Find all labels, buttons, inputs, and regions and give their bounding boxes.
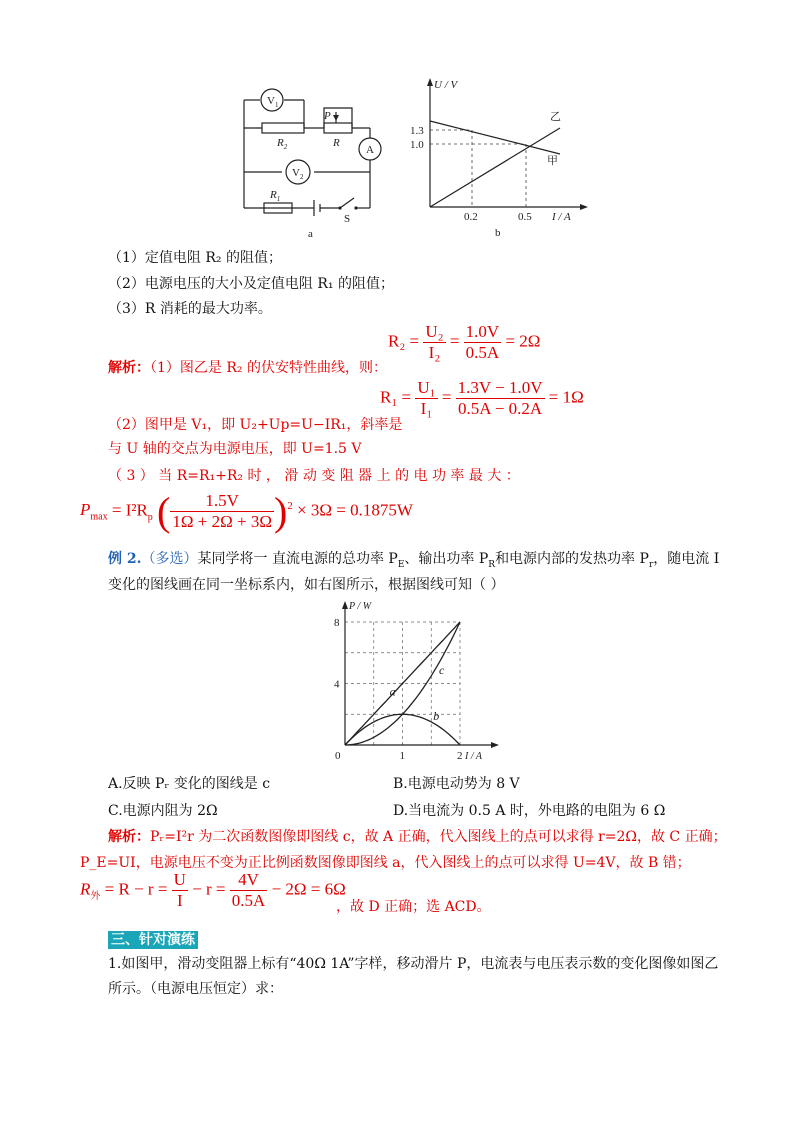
analysis2-label: 解析： — [108, 829, 150, 845]
y-tick-label: 8 — [334, 617, 340, 629]
y-axis-label: P / W — [349, 601, 372, 612]
example2-label: 例 2. — [108, 551, 142, 567]
example2-tag: （多选） — [141, 551, 198, 567]
equation-pmax: $P_{max} = I^2R_p$ ( $\frac{1.5V}{1\Omega + 2\Omega + 3\Omega}$ )$^2$ × 3Ω = 0.1875W — [80, 489, 413, 534]
x-tick-label: 1 — [399, 750, 405, 762]
question-2: （2）电源电压的大小及定值电阻 R₁ 的阻值； — [108, 276, 394, 292]
graph-y-axis: U / V — [434, 79, 458, 91]
y-tick-label: 4 — [334, 678, 340, 691]
r2-label: $R_2$ — [277, 137, 288, 151]
section3-heading: 三、针对演练 — [108, 929, 198, 949]
series-label-c: c — [439, 662, 445, 677]
section3-p2: 所示。（电源电压恒定）求： — [108, 981, 283, 997]
ammeter-label: A — [366, 144, 374, 156]
example2-line1: 例 2.（多选）某同学将一 直流电源的总功率 $P_E$、输出功率 $P_R$和电源内部的发热功率 $P_r$，随电流 I — [108, 551, 720, 570]
r1-label: $R_1$ — [270, 189, 281, 203]
analysis2-l2: P_E=UI，电源电压不变为正比例函数图像即图线 a，代入图线上的点可以求得 U=4V，故 B 错； — [80, 855, 691, 871]
analysis-p2a: （2）图甲是 V₁，即 U₂+Up=U−IR₁，斜率是 — [108, 417, 403, 433]
v2-label: $V_2$ — [292, 167, 304, 181]
analysis2-tail: ，故 D 正确；选 ACD。 — [336, 899, 491, 915]
circuit-diagram — [232, 80, 392, 240]
equation-r1: R₁ = $\frac{\text{U₁}}{\text{I₁}}$ = $\frac{1.3V - 1.0V}{0.5A - 0.2A}$ = 1Ω — [380, 378, 584, 418]
analysis-label: 解析： — [108, 360, 150, 376]
x-axis-label: I / A — [465, 751, 483, 762]
y-tick-1-0: 1.0 — [410, 139, 424, 151]
analysis2-l1: 解析：Pᵣ=I²r 为二次函数图像即图线 c，故 A 正确，代入图线上的点可以求得 r=2Ω，故 C 正确； — [108, 829, 727, 845]
x-tick-0-5: 0.5 — [518, 211, 532, 223]
curve-jia — [430, 121, 560, 154]
power-current-chart — [325, 597, 500, 762]
label-yi: 乙 — [550, 111, 561, 123]
p-label: P — [324, 110, 331, 122]
equation-r2: R₂ = $\frac{\text{U₂}}{\text{I₂}}$ = $\frac{1.0V}{0.5A}$ = 2Ω — [388, 322, 541, 362]
curve-yi — [430, 128, 560, 207]
section3-p1: 1.如图甲，滑动变阻器上标有“40Ω 1A”字样，移动滑片 P，电流表与电压表示数的变化图像如图乙 — [108, 956, 719, 972]
x-tick-0-2: 0.2 — [464, 211, 478, 223]
circuit-caption: a — [308, 228, 313, 240]
switch-label: S — [344, 213, 351, 225]
y-tick-1-3: 1.3 — [410, 125, 424, 137]
analysis-p1: 解析：（1）图乙是 R₂ 的伏安特性曲线，则： — [108, 360, 387, 376]
equation-r-external: $R_外 = R - r$ = $\frac{U}{I}$ − r = $\frac{4V}{0.5A}$ − 2Ω = 6Ω — [80, 870, 346, 910]
question-1: （1）定值电阻 R₂ 的阻值； — [108, 250, 282, 266]
label-jia: 甲 — [547, 155, 558, 167]
v1-label: $V_1$ — [267, 95, 279, 109]
series-label-a: a — [389, 684, 396, 699]
option-a[interactable]: A.反映 Pᵣ 变化的图线是 c — [108, 776, 271, 792]
x-tick-label: 2 — [457, 750, 463, 762]
option-d[interactable]: D.当电流为 0.5 A 时，外电路的电阻为 6 Ω — [393, 803, 666, 819]
analysis-p3: （ 3 ） 当 R=R₁+R₂ 时 ， 滑 动 变 阻 器 上 的 电 功 率 最 大 ： — [108, 468, 520, 484]
option-b[interactable]: B.电源电动势为 8 V — [393, 776, 520, 792]
series-label-b: b — [433, 708, 440, 723]
graph-x-axis: I / A — [552, 211, 571, 223]
analysis-p2b: 与 U 轴的交点为电源电压，即 U=1.5 V — [108, 441, 362, 457]
ui-graph — [400, 72, 590, 242]
option-c[interactable]: C.电源内阻为 2Ω — [108, 803, 218, 819]
graph-caption: b — [495, 227, 501, 239]
question-3: （3）R 消耗的最大功率。 — [108, 301, 272, 317]
r-label: R — [333, 137, 340, 149]
origin-label: 0 — [335, 750, 341, 762]
y-axis-arrow — [342, 601, 348, 609]
x-axis-arrow — [491, 742, 499, 748]
example2-line2: 变化的图线画在同一坐标系内，如右图所示，根据图线可知（ ） — [108, 577, 505, 593]
